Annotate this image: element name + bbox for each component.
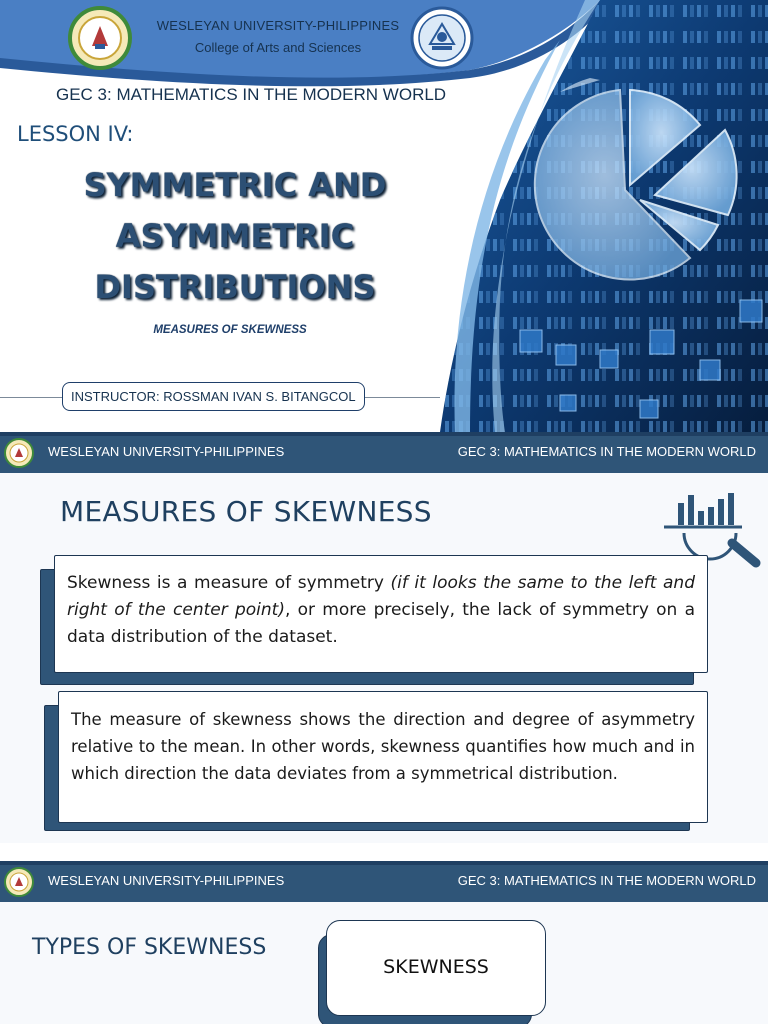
bar-accent-line xyxy=(0,432,768,436)
section-title: TYPES OF SKEWNESS xyxy=(32,935,267,960)
definition-text: Skewness is a measure of symmetry xyxy=(67,573,391,593)
cover-header xyxy=(60,6,480,72)
college-seal-icon xyxy=(410,6,474,70)
measures-slide xyxy=(0,473,768,843)
explanation-text: The measure of skewness shows the direction and degree of asymmetry relative to the mean. In other words, skewness quantifies how much and in which direction the data deviates from a symmetrical distribution. xyxy=(71,710,695,783)
header-course: GEC 3: MATHEMATICS IN THE MODERN WORLD xyxy=(457,444,756,459)
lesson-label: LESSON IV: xyxy=(17,122,134,146)
university-seal-icon xyxy=(68,6,132,70)
instructor-label: INSTRUCTOR: ROSSMAN IVAN S. BITANGCOL xyxy=(62,382,365,411)
university-seal-icon xyxy=(4,438,34,468)
bar-accent-line xyxy=(0,861,768,865)
university-seal-icon xyxy=(4,867,34,897)
skewness-box: SKEWNESS xyxy=(326,920,546,1016)
header-university: WESLEYAN UNIVERSITY-PHILIPPINES xyxy=(48,873,285,888)
cover-slide xyxy=(0,0,768,432)
lesson-title xyxy=(40,160,430,313)
definition-italic: (if it looks the same to the left and right of the center point) xyxy=(67,573,695,620)
header-course: GEC 3: MATHEMATICS IN THE MODERN WORLD xyxy=(457,873,756,888)
header-university: WESLEYAN UNIVERSITY-PHILIPPINES xyxy=(48,444,285,459)
university-name: WESLEYAN UNIVERSITY-PHILIPPINES xyxy=(156,18,400,33)
explanation-card xyxy=(58,691,708,823)
types-slide xyxy=(0,902,768,1024)
title-line: SYMMETRIC AND xyxy=(83,166,387,204)
slide-header-bar xyxy=(0,432,768,473)
lesson-subtitle: MEASURES OF SKEWNESS xyxy=(153,324,307,336)
definition-text-end: , or more precisely, the lack of symmetry on a data distribution of the dataset. xyxy=(67,600,695,647)
definition-card xyxy=(54,555,708,673)
slide-header-bar xyxy=(0,861,768,902)
college-name: College of Arts and Sciences xyxy=(194,40,362,55)
title-line: ASYMMETRIC xyxy=(115,217,355,255)
course-title: GEC 3: MATHEMATICS IN THE MODERN WORLD xyxy=(56,85,447,104)
section-title: MEASURES OF SKEWNESS xyxy=(60,495,432,528)
title-line: DISTRIBUTIONS xyxy=(94,268,376,306)
